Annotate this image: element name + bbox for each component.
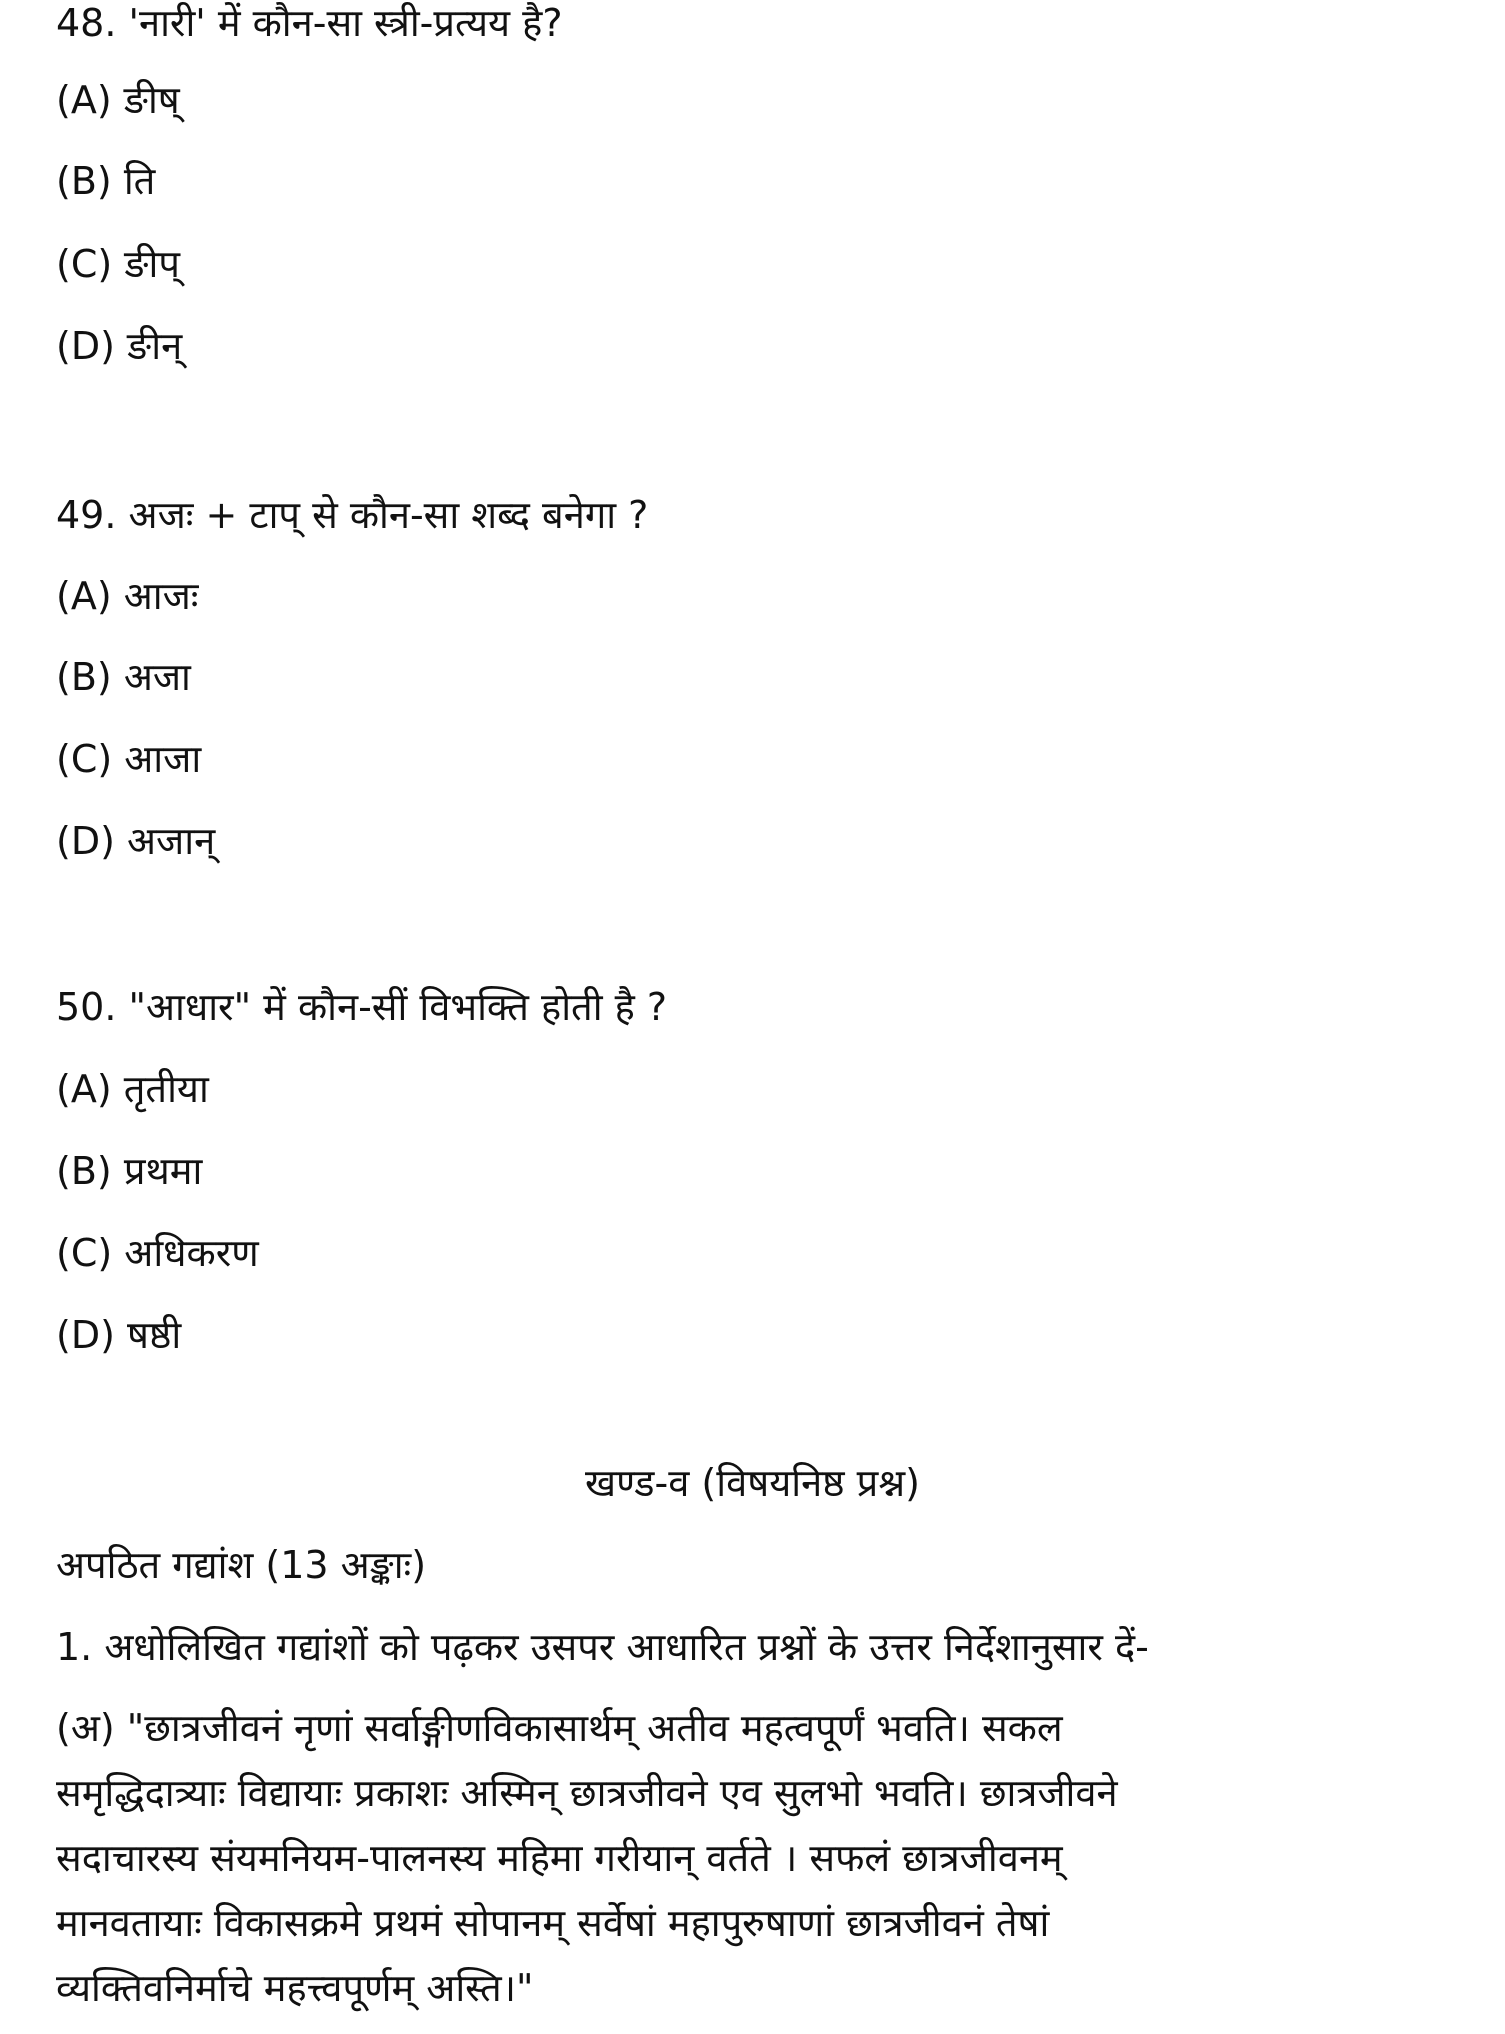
option-text: ङीप्	[124, 242, 180, 286]
option-text: अजा	[123, 655, 191, 699]
option-text: आजा	[124, 737, 202, 781]
option-label: (B)	[56, 1149, 112, 1193]
question-number: 50.	[56, 985, 117, 1029]
question-text: अजः + टाप् से कौन-सा शब्द बनेगा ?	[128, 493, 649, 537]
question-50-option-d	[56, 1312, 181, 1358]
question-48-option-a	[56, 77, 180, 123]
question-49	[56, 492, 648, 538]
option-text: प्रथमा	[123, 1149, 203, 1193]
question-text: "आधार" में कौन-सीं विभक्ति होती है ?	[128, 985, 668, 1029]
question-number: 49.	[56, 493, 117, 537]
passage-line: सदाचारस्य संयमनियम-पालनस्य महिमा गरीयान् वर्तते । सफलं छात्रजीवनम्	[56, 1836, 1063, 1880]
section-subheading: अपठित गद्यांश (13 अङ्काः)	[56, 1543, 427, 1587]
option-text: तृतीया	[123, 1067, 209, 1111]
passage-line: व्यक्तिवनिर्माचे महत्त्वपूर्णम् अस्ति।"	[56, 1966, 534, 2010]
question-text: 'नारी' में कौन-सा स्त्री-प्रत्यय है?	[128, 1, 563, 45]
option-label: (C)	[56, 737, 113, 781]
option-text: ङीन्	[127, 324, 183, 368]
question-48-option-d	[56, 323, 182, 369]
option-label: (C)	[56, 1231, 113, 1275]
passage-line: (अ) "छात्रजीवनं नृणां सर्वाङ्गीणविकासार्थम् अतीव महत्वपूर्णं भवति। सकल	[56, 1706, 1063, 1750]
option-text: ति	[123, 159, 156, 203]
option-text: अजान्	[127, 819, 216, 863]
option-label: (A)	[56, 574, 112, 618]
question-49-option-d	[56, 818, 215, 864]
option-label: (D)	[56, 324, 115, 368]
option-label: (A)	[56, 1067, 112, 1111]
option-label: (A)	[56, 78, 112, 122]
passage-line: समृद्धिदात्र्याः विद्यायाः प्रकाशः अस्मिन् छात्रजीवने एव सुलभो भवति। छात्रजीवने	[56, 1771, 1118, 1815]
question-48-option-c	[56, 241, 180, 287]
unseen-passage	[56, 1696, 1456, 2021]
question-50-option-a	[56, 1066, 209, 1112]
question-49-option-a	[56, 573, 198, 619]
option-label: (B)	[56, 159, 112, 203]
question-49-option-b	[56, 654, 191, 700]
question-50-option-c	[56, 1230, 259, 1276]
option-text: षष्ठी	[127, 1313, 182, 1357]
option-text: अधिकरण	[124, 1231, 259, 1275]
question-49-option-c	[56, 736, 201, 782]
option-text: ङीष्	[123, 78, 180, 122]
option-label: (B)	[56, 655, 112, 699]
question-number: 48.	[56, 1, 117, 45]
question-50	[56, 984, 667, 1030]
question-50-option-b	[56, 1148, 202, 1194]
option-label: (C)	[56, 242, 113, 286]
option-text: आजः	[123, 574, 199, 618]
question-48	[56, 0, 563, 46]
passage-line: मानवतायाः विकासक्रमे प्रथमं सोपानम् सर्वेषां महापुरुषाणां छात्रजीवनं तेषां	[56, 1901, 1050, 1945]
section-heading: खण्ड-व (विषयनिष्ठ प्रश्न)	[585, 1461, 920, 1505]
instruction-text: 1. अधोलिखित गद्यांशों को पढ़कर उसपर आधारित प्रश्नों के उत्तर निर्देशानुसार दें-	[56, 1625, 1149, 1669]
option-label: (D)	[56, 819, 115, 863]
option-label: (D)	[56, 1313, 115, 1357]
question-48-option-b	[56, 158, 155, 204]
